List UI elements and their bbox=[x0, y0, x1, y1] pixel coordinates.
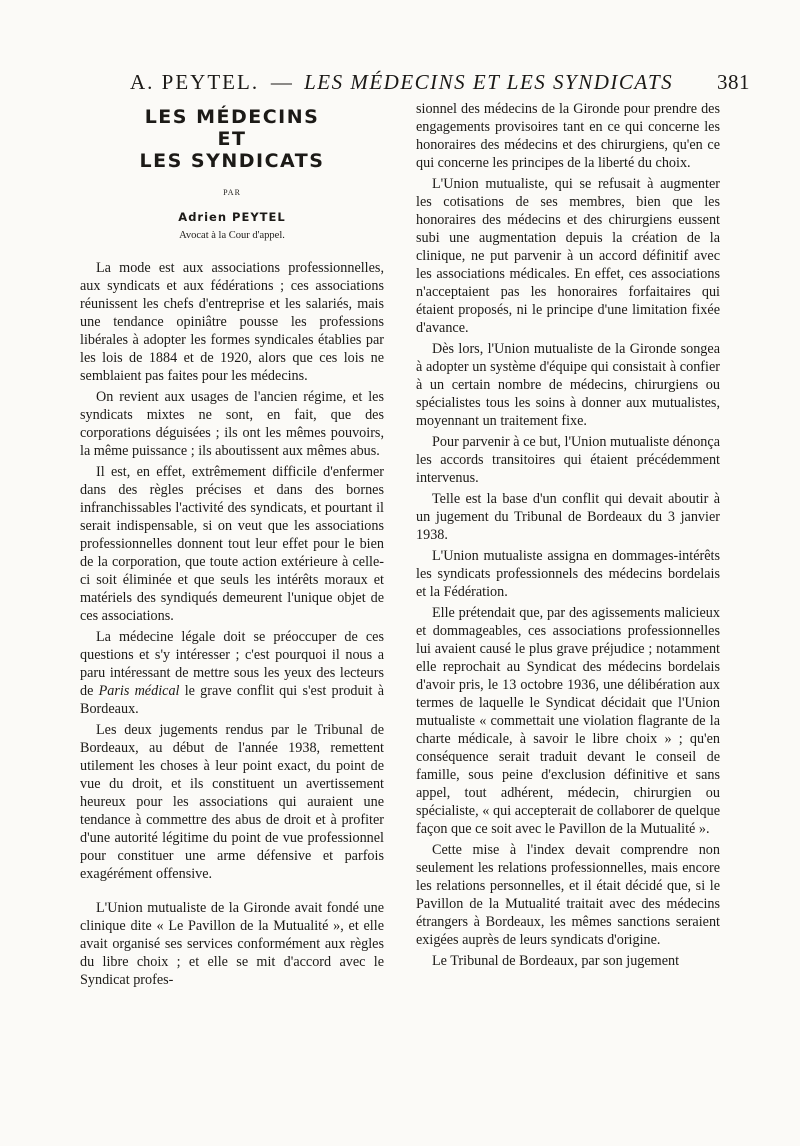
header-dash: — bbox=[270, 70, 293, 94]
paragraph: Telle est la base d'un conflit qui devait aboutir à un jugement du Tribunal de Bordeaux du 3 janvier 1938. bbox=[416, 491, 720, 543]
author-affiliation: Avocat à la Cour d'appel. bbox=[179, 230, 285, 241]
left-column bbox=[80, 100, 384, 992]
paragraph: sionnel des médecins de la Gironde pour prendre des engagements provisoires tant en ce qui concerne les honoraires des médecins et des chirurgiens, qu'en ce qui concerne les principes de la liberté du choix. bbox=[416, 101, 720, 171]
paragraph: Elle prétendait que, par des agissements malicieux et dommageables, ces associations professionnelles lui avaient causé le plus grave préjudice ; notamment elle reprochait au Syndicat des médecins bordelais d'avoir pris, le 13 octobre 1936, une délibération aux termes de laquelle le Syndicat décidait que l'Union mutualiste « commettait une violation flagrante de la charte médicale, à savoir le libre choix » ; qu'en conséquence serait traduit devant le conseil de famille, sous peine d'exclusion définitive et sans appel, tout adhérent, médecin, chirurgien ou spécialiste, « qui accepterait de collaborer de quelque façon que ce soit avec le Pavillon de la Mutualité ». bbox=[416, 605, 720, 837]
paragraph: Cette mise à l'index devait comprendre non seulement les relations professionnelles, mais encore les relations personnelles, et il était décidé que, si le Pavillon de la Mutualité traitait avec des médecins étrangers à Bordeaux, les mêmes sanctions seraient exigées auprès de leurs syndicats d'origine. bbox=[416, 842, 720, 948]
paragraph: On revient aux usages de l'ancien régime, et les syndicats mixtes ne sont, en fait, que des corporations déguisées ; ils ont les mêmes pouvoirs, la même puissance ; ils aboutissent aux mêmes abus. bbox=[80, 389, 384, 459]
paragraph bbox=[80, 628, 384, 718]
header-author: A. PEYTEL. bbox=[130, 70, 260, 94]
paragraph: L'Union mutualiste assigna en dommages-intérêts les syndicats professionnels des médecins bordelais et la Fédération. bbox=[416, 548, 720, 600]
paragraph-text: le grave conflit qui s'est produit à Bordeaux. bbox=[80, 683, 384, 717]
author-byline: Adrien PEYTEL bbox=[178, 210, 286, 224]
paragraph: La mode est aux associations professionnelles, aux syndicats et aux fédérations ; ces associations réunissent les chefs d'entreprise et les salariés, mais une tendance opiniâtre pousse les professions libérales à adopter les formes syndicales établies par les lois de 1884 et de 1920, alors que ces lois ne semblaient pas faites pour les médecins. bbox=[80, 260, 384, 384]
right-column bbox=[416, 100, 720, 973]
paragraph: Pour parvenir à ce but, l'Union mutualiste dénonça les accords transitoires qui étaient précédemment intervenus. bbox=[416, 434, 720, 486]
paragraph: L'Union mutualiste de la Gironde avait fondé une clinique dite « Le Pavillon de la Mutualité », et elle avait organisé ses services conformément aux règles du libre choix ; et elle se mit d'accord avec le Syndicat profes- bbox=[80, 900, 384, 988]
page-number: 381 bbox=[717, 70, 750, 94]
article-title-line-1: LES MÉDECINS bbox=[144, 106, 320, 128]
running-head bbox=[130, 70, 750, 100]
paragraph: Les deux jugements rendus par le Tribunal de Bordeaux, au début de l'année 1938, remettent utilement les choses à leur point exact, du point de vue du droit, et ils constituent un avertissement heureux pour les associations qui auraient une tendance à commettre des abus de droit et à profiter d'une autorité légitime du point de vue professionnel pour constituer une arme défensive et parfois exagérément offensive. bbox=[80, 722, 384, 882]
article-title-line-2: ET bbox=[217, 128, 247, 150]
par-label: PAR bbox=[223, 188, 241, 197]
paragraph: Il est, en effet, extrêmement difficile d'enfermer dans des règles précises et dans des bornes infranchissables l'activité des syndicats, et pourtant il serait indispensable, si on veut que les associations professionnelles donnent tout leur effet pour le bien de la corporation, que toute action extérieure à celle-ci soit éliminée et que seuls les intérêts moraux et matériels des syndiqués demeurent l'unique objet de ces associations. bbox=[80, 464, 384, 624]
article-title-block bbox=[80, 106, 384, 245]
header-topic: LES MÉDECINS ET LES SYNDICATS bbox=[304, 70, 674, 94]
paragraph-text: La médecine légale doit se préoccuper de ces questions et s'y intéresser ; c'est pourquoi il nous a paru intéressant de mettre sous les yeux des lecteurs de bbox=[80, 629, 384, 699]
journal-title: Paris médical bbox=[98, 683, 180, 699]
paragraph: Dès lors, l'Union mutualiste de la Gironde songea à adopter un système d'équipe qui consistait à confier à un certain nombre de médecins, chirurgiens ou spécialistes tous les soins à donner aux mutualistes, moyennant un traitement fixe. bbox=[416, 341, 720, 429]
paragraph: Le Tribunal de Bordeaux, par son jugement bbox=[432, 953, 680, 969]
paragraph: L'Union mutualiste, qui se refusait à augmenter les cotisations de ses membres, bien que les honoraires des médecins et des chirurgiens eussent subi une augmentation depuis la création de la clinique, ne put parvenir à un accord définitif avec les associations médicales. En effet, ces associations n'acceptaient pas les honoraires forfaitaires qui étaient proposés, ni le principe d'une limitation fixée d'avance. bbox=[416, 176, 720, 336]
article-title-line-3: LES SYNDICATS bbox=[139, 150, 325, 172]
